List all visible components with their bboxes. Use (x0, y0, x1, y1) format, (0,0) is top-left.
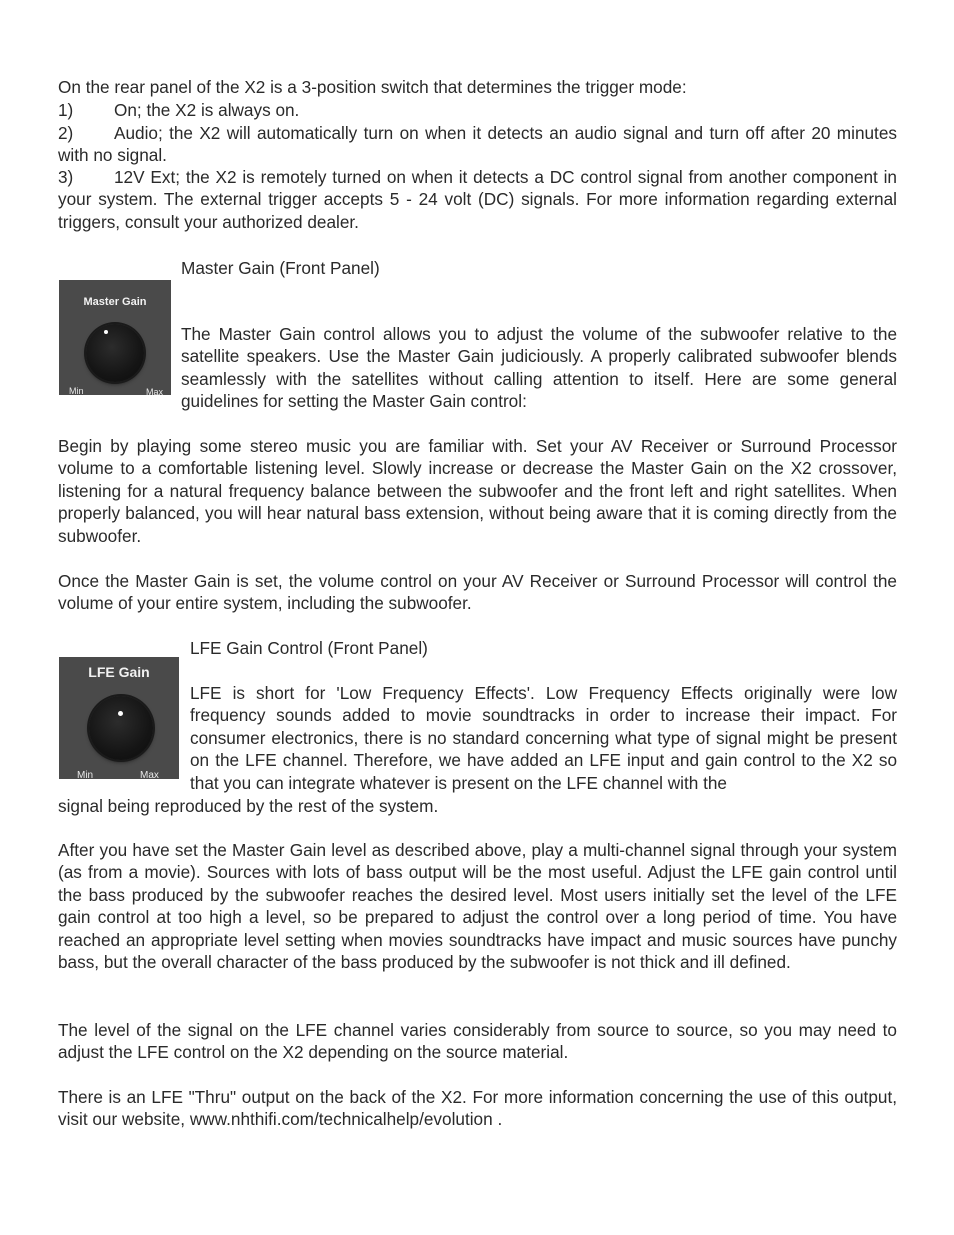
trigger-item-3 (58, 166, 897, 233)
master-gain-paragraph-2: Once the Master Gain is set, the volume control on your AV Receiver or Surround Processor will control the volume of your entire system, including the subwoofer. (58, 571, 897, 614)
trigger-item-2 (58, 122, 897, 167)
lfe-paragraph-2: The level of the signal on the LFE channel varies considerably from source to source, so you may need to adjust the LFE control on the X2 depending on the source material. (58, 1020, 897, 1063)
knob-position-dot (118, 711, 123, 716)
master-gain-knob-image (59, 280, 171, 395)
knob-panel-title: Master Gain (83, 296, 147, 308)
list-number: 2) (58, 123, 74, 143)
list-number: 3) (58, 167, 74, 187)
lfe-paragraph-3: There is an LFE "Thru" output on the back of the X2. For more information concerning the use of this output, visit our website, www.nhthifi.com/technicalhelp/evolution . (58, 1087, 897, 1130)
trigger-intro: On the rear panel of the X2 is a 3-position switch that determines the trigger mode: (58, 77, 687, 97)
list-text: 12V Ext; the X2 is remotely turned on when it detects a DC control signal from another component in your system. The external trigger accepts 5 - 24 volt (DC) signals. For more information regarding external triggers, consult your authorized dealer. (58, 167, 897, 232)
lfe-paragraph-1: After you have set the Master Gain level as described above, play a multi-channel signal through your system (as from a movie). Sources with lots of bass output will be the most useful. Adjust the LFE gain control until the bass produced by the subwoofer reaches the desired level. Most users initially set the level of the LFE gain control at too high a level, so be prepared to adjust the control over a long period of time. You have reached an appropriate level setting when movies soundtracks have impact and music sources have punchy bass, but the overall character of the bass produced by the subwoofer is not thick and ill defined. (58, 840, 897, 973)
master-gain-description: The Master Gain control allows you to adjust the volume of the subwoofer relative to the satellite speakers. Use the Master Gain judiciously. A properly calibrated subwoofer blends seamlessly with the satellites without calling attention to itself. Here are some general guidelines for setting the Master Gain control: (181, 324, 897, 412)
knob-icon (86, 324, 144, 382)
list-text: Audio; the X2 will automatically turn on when it detects an audio signal and turn off after 20 minutes with no signal. (58, 123, 897, 166)
knob-panel-title: LFE Gain (88, 664, 150, 680)
knob-position-dot (104, 330, 108, 334)
knob-min-label: Min (77, 770, 94, 781)
master-gain-paragraph-1: Begin by playing some stereo music you are familiar with. Set your AV Receiver or Surround Processor volume to a comfortable listening level. Slowly increase or decrease the Master Gain on the X2 crossover, listening for a natural frequency balance between the subwoofer and the front left and right satellites. When properly balanced, you will hear natural bass extension, without being aware that it is coming directly from the subwoofer. (58, 436, 897, 546)
lfe-gain-knob-image (59, 657, 179, 779)
lfe-description-continued: signal being reproduced by the rest of the system. (58, 796, 439, 816)
lfe-gain-heading: LFE Gain Control (Front Panel) (190, 638, 428, 658)
master-gain-heading: Master Gain (Front Panel) (181, 258, 380, 278)
trigger-item-1 (58, 99, 897, 121)
knob-max-label: Max (140, 770, 159, 781)
list-number: 1) (58, 100, 74, 120)
knob-min-label: Min (69, 386, 84, 396)
knob-icon (89, 696, 153, 760)
list-text: On; the X2 is always on. (114, 100, 300, 120)
lfe-description: LFE is short for 'Low Frequency Effects'. Low Frequency Effects originally were low frequency sounds added to movie soundtracks in order to increase their impact. For consumer electronics, there is no standard concerning what type of signal might be present on the LFE channel. Therefore, we have added an LFE input and gain control to the X2 so that you can integrate whatever is present on the LFE channel with the (190, 683, 897, 793)
knob-max-label: Max (146, 387, 164, 397)
